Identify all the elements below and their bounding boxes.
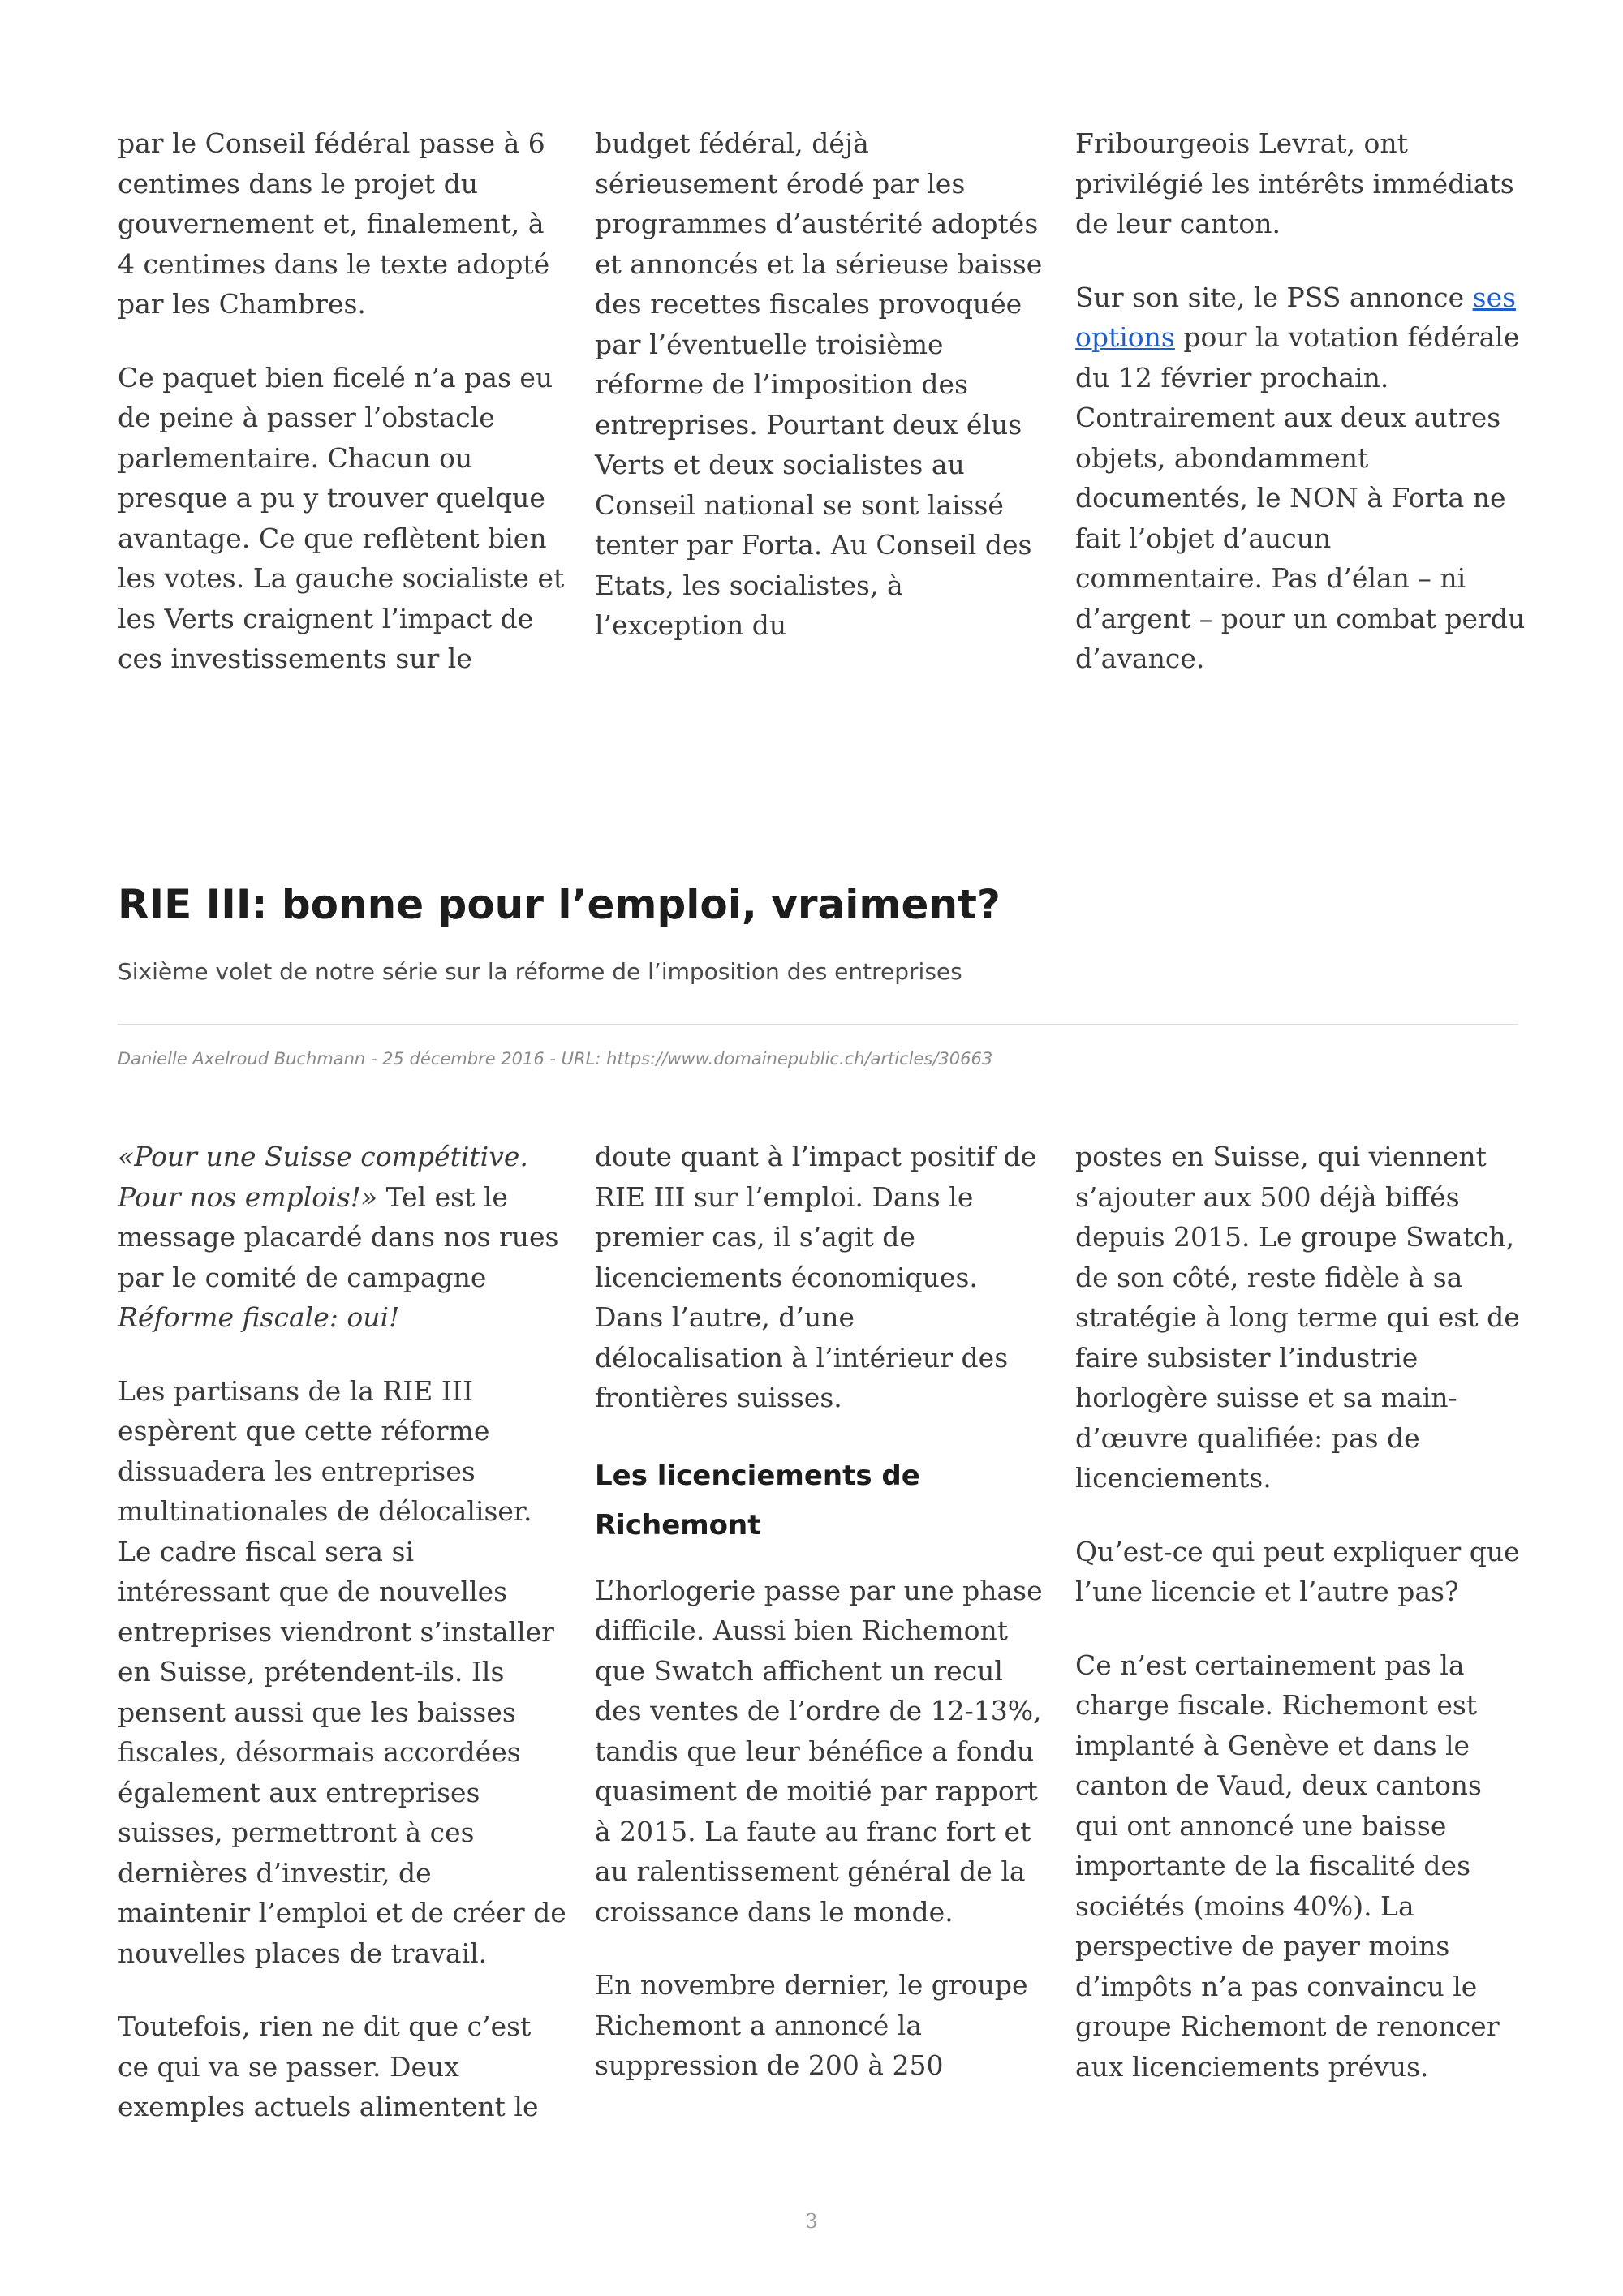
paragraph: Toutefois, rien ne dit que c’est ce qui va se passer. Deux exemples actuels alimentent le (118, 2010, 539, 2122)
top-column-2 (595, 123, 1045, 646)
section-heading: Les licenciements de Richemont (595, 1459, 920, 1541)
top-column-3 (1075, 123, 1526, 679)
paragraph: Qu’est-ce qui peut expliquer que l’une licencie et l’autre pas? (1075, 1535, 1520, 1607)
paragraph (118, 1137, 568, 1338)
paragraph: Ce paquet bien ficelé n’a pas eu de peine à passer l’obstacle parlementaire. Chacun ou presque a pu y trouver quelque avantage. Ce que reflètent bien les votes. La gauche socialiste et les Verts craignent l’impact de ces investissements sur le (118, 361, 565, 674)
article-column-2 (595, 1137, 1045, 2086)
paragraph: doute quant à l’impact positif de RIE III sur l’emploi. Dans le premier cas, il s’agit de licenciements économiques. Dans l’autre, d’une délocalisation à l’intérieur des frontières suisses. (595, 1141, 1037, 1413)
ses-options-link[interactable]: ses options (1075, 281, 1517, 353)
paragraph-text: pour la votation fédérale du 12 février prochain. Contrairement aux deux autres objets, abondamment documentés, le NON à Forta ne fait l’objet d’aucun commentaire. Pas d’élan – ni d’argent – pour un combat perdu d’avance. (1075, 321, 1526, 674)
quote-text: «Pour une Suisse compétitive. Pour nos emplois!» (118, 1141, 528, 1213)
paragraph: postes en Suisse, qui viennent s’ajouter aux 500 déjà biffés depuis 2015. Le groupe Swatch, de son côté, reste fidèle à sa stratégie à long terme qui est de faire subsister l’industrie horlogère suisse et sa main-d’œuvre qualifiée: pas de licenciements. (1075, 1141, 1520, 1494)
top-column-1 (118, 123, 568, 679)
divider (118, 1024, 1518, 1025)
article-subtitle: Sixième volet de notre série sur la réforme de l’imposition des entreprises (118, 958, 962, 985)
article-column-1 (118, 1137, 568, 2127)
campaign-name: Réforme fiscale: oui! (118, 1301, 400, 1333)
page-number: 3 (805, 2210, 818, 2233)
paragraph: L’horlogerie passe par une phase difficile. Aussi bien Richemont que Swatch affichent un recul des ventes de l’ordre de 12-13%, tandis que leur bénéfice a fondu quasiment de moitié par rapport à 2015. La faute au franc fort et au ralentissement général de la croissance dans le monde. (595, 1574, 1043, 1928)
paragraph: budget fédéral, déjà sérieusement érodé par les programmes d’austérité adoptés et annoncés et la sérieuse baisse des recettes fiscales provoquée par l’éventuelle troisième réforme de l’imposition des entreprises. Pourtant deux élus Verts et deux socialistes au Conseil national se sont laissé tenter par Forta. Au Conseil des Etats, les socialistes, à l’exception du (595, 127, 1043, 641)
paragraph: Ce n’est certainement pas la charge fiscale. Richemont est implanté à Genève et dans le canton de Vaud, deux cantons qui ont annoncé une baisse importante de la fiscalité des sociétés (moins 40%). La perspective de payer moins d’impôts n’a pas convaincu le groupe Richemont de renoncer aux licenciements prévus. (1075, 1649, 1500, 2083)
article-column-3 (1075, 1137, 1526, 2087)
paragraph-text: Sur son site, le PSS annonce (1075, 281, 1473, 313)
paragraph: Les partisans de la RIE III espèrent que cette réforme dissuadera les entreprises multinationales de délocaliser. Le cadre fiscal sera si intéressant que de nouvelles entreprises viendront s’installer en Suisse, prétendent-ils. Ils pensent aussi que les baisses fiscales, désormais accordées également aux entreprises suisses, permettront à ces dernières d’investir, de maintenir l’emploi et de créer de nouvelles places de travail. (118, 1374, 566, 1969)
article-meta: Danielle Axelroud Buchmann - 25 décembre 2016 - URL: https://www.domainepublic.ch/articles/30663 (118, 1049, 993, 1068)
paragraph: En novembre dernier, le groupe Richemont a annoncé la suppression de 200 à 250 (595, 1969, 1028, 2081)
paragraph-text: Tel est le message placardé dans nos rues par le comité de campagne (118, 1180, 559, 1293)
paragraph (1075, 277, 1526, 679)
article-title: RIE III: bonne pour l’emploi, vraiment? (118, 881, 1001, 928)
paragraph: Fribourgeois Levrat, ont privilégié les intérêts immédiats de leur canton. (1075, 127, 1514, 239)
paragraph: par le Conseil fédéral passe à 6 centimes dans le projet du gouvernement et, finalement, à 4 centimes dans le texte adopté par les Chambres. (118, 127, 550, 320)
